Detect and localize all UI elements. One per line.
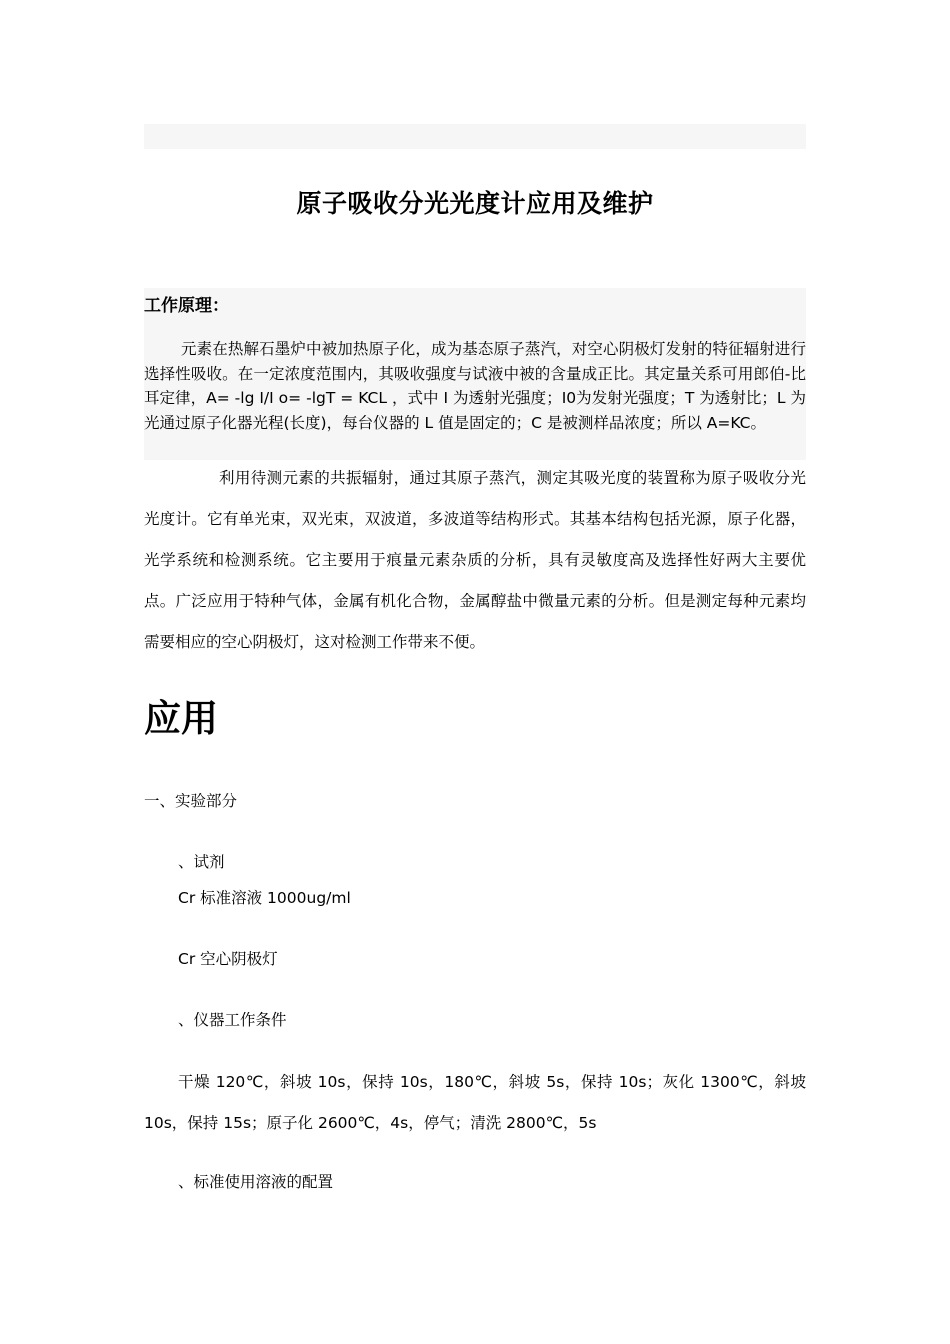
principle-paragraph: 元素在热解石墨炉中被加热原子化，成为基态原子蒸汽，对空心阴极灯发射的特征辐射进行选择性吸收。在一定浓度范围内，其吸收强度与试液中被的含量成正比。其定量关系可用郎伯-比耳定律，A= -lg I/I o= -lgT = KCL ，式中 I 为透射光强度；I0为发射光强度；T 为透射比；L 为光通过原子化器光程(长度)，每台仪器的 L 值是固定的；C 是被测样品浓度；所以 A=KC。 bbox=[144, 340, 806, 432]
document-title: 原子吸收分光光度计应用及维护 bbox=[296, 189, 654, 218]
standard-solution-heading: 、标准使用溶液的配置 bbox=[178, 1173, 334, 1191]
header-shade-bar bbox=[144, 124, 806, 149]
conditions-paragraph: 干燥 120℃，斜坡 10s，保持 10s，180℃，斜坡 5s，保持 10s；灰化 1300℃，斜坡10s，保持 15s；原子化 2600℃，4s，停气；清洗 2800℃，5s bbox=[144, 1073, 806, 1132]
conditions-heading: 、仪器工作条件 bbox=[178, 1011, 287, 1029]
application-heading: 应用 bbox=[144, 697, 218, 740]
reagent-item-2: Cr 空心阴极灯 bbox=[178, 950, 278, 968]
reagents-heading: 、试剂 bbox=[178, 853, 225, 871]
reagent-item-1: Cr 标准溶液 1000ug/ml bbox=[178, 889, 351, 907]
intro-paragraph: 利用待测元素的共振辐射，通过其原子蒸汽，测定其吸光度的装置称为原子吸收分光光度计。它有单光束，双光束，双波道，多波道等结构形式。其基本结构包括光源，原子化器，光学系统和检测系统。它主要用于痕量元素杂质的分析，具有灵敏度高及选择性好两大主要优点。广泛应用于特种气体，金属有机化合物，金属醇盐中微量元素的分析。但是测定每种元素均需要相应的空心阴极灯，这对检测工作带来不便。 bbox=[144, 469, 806, 651]
principle-heading: 工作原理： bbox=[144, 296, 229, 316]
part-one-heading: 一、实验部分 bbox=[144, 792, 238, 810]
